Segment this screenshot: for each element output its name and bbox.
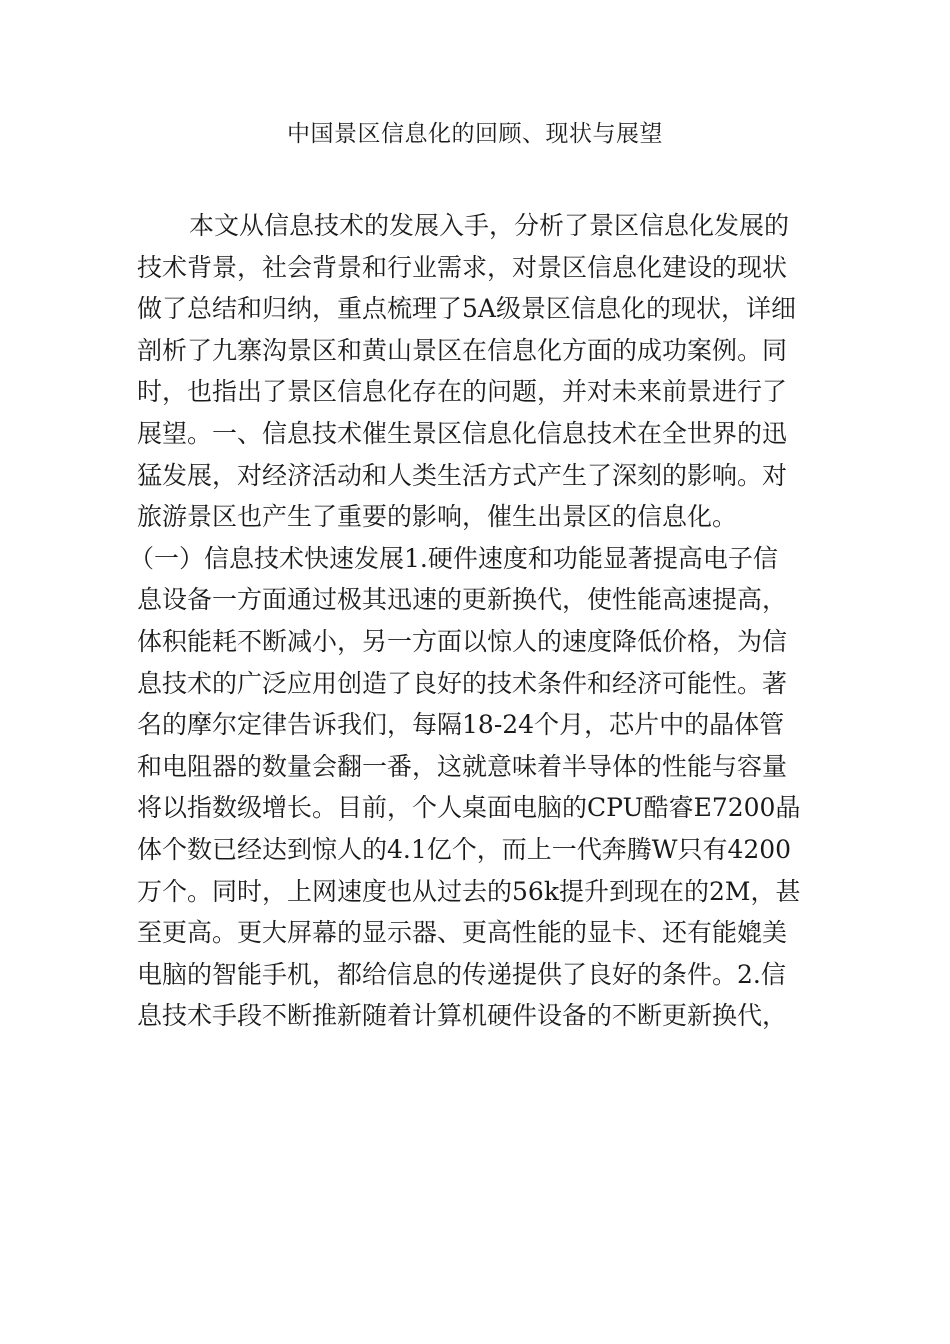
paragraph-line: 猛发展，对经济活动和人类生活方式产生了深刻的影响。对 [137, 460, 788, 490]
paragraph-line: 电脑的智能手机，都给信息的传递提供了良好的条件。2.信 [137, 959, 786, 989]
paragraph-line: 技术背景，社会背景和行业需求，对景区信息化建设的现状 [137, 252, 788, 282]
paragraph-line: 和电阻器的数量会翻一番，这就意味着半导体的性能与容量 [137, 751, 788, 781]
paragraph-line: 时，也指出了景区信息化存在的问题，并对未来前景进行了 [137, 377, 788, 407]
paragraph-line: 体积能耗不断减小，另一方面以惊人的速度降低价格，为信 [137, 626, 788, 656]
paragraph-line: 体个数已经达到惊人的4.1亿个，而上一代奔腾W只有4200 [137, 834, 792, 864]
paragraph-line: 展望。一、信息技术催生景区信息化信息技术在全世界的迅 [137, 418, 788, 448]
paragraph-line: 做了总结和归纳，重点梳理了5A级景区信息化的现状，详细 [137, 294, 796, 324]
paragraph-line: 万个。同时，上网速度也从过去的56k提升到现在的2M，甚 [137, 876, 801, 906]
paragraph-line: 息技术手段不断推新随着计算机硬件设备的不断更新换代， [137, 1001, 788, 1031]
document-title: 中国景区信息化的回顾、现状与展望 [287, 121, 663, 147]
paragraph-line: 至更高。更大屏幕的显示器、更高性能的显卡、还有能媲美 [137, 918, 788, 948]
document-body [129, 205, 813, 1037]
paragraph-line: 旅游景区也产生了重要的影响，催生出景区的信息化。 [137, 502, 738, 532]
paragraph-line: 本文从信息技术的发展入手，分析了景区信息化发展的 [189, 211, 790, 240]
paragraph-line: （一）信息技术快速发展1.硬件速度和功能显著提高电子信 [129, 543, 778, 573]
paragraph-line: 剖析了九寨沟景区和黄山景区在信息化方面的成功案例。同 [137, 335, 788, 365]
paragraph-line: 将以指数级增长。目前，个人桌面电脑的CPU酷睿E7200晶 [137, 793, 801, 823]
paragraph-line: 名的摩尔定律告诉我们，每隔18-24个月，芯片中的晶体管 [137, 710, 785, 740]
paragraph-line: 息技术的广泛应用创造了良好的技术条件和经济可能性。著 [137, 668, 788, 698]
paragraph-line: 息设备一方面通过极其迅速的更新换代，使性能高速提高， [137, 585, 788, 615]
